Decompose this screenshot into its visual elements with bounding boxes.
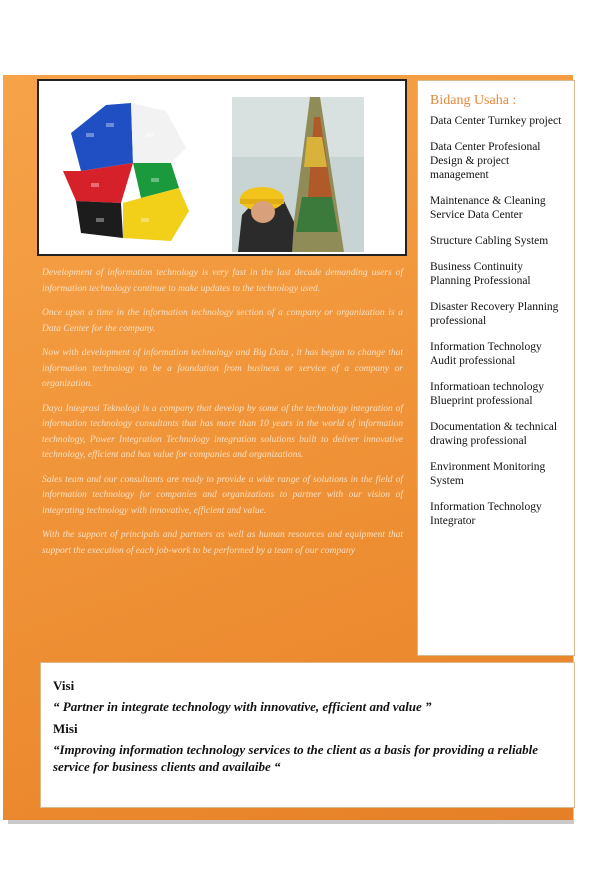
vision-text: “ Partner in integrate technology with innovative, efficient and value ” (53, 699, 432, 714)
business-fields-title: Bidang Usaha : (430, 93, 517, 108)
vision-mission-box (40, 662, 575, 808)
intro-paragraph: Once upon a time in the information technology section of a company or organization is a Data Center for the company. (42, 308, 403, 334)
business-field-item: Structure Cabling System (430, 235, 549, 247)
intro-paragraph: With the support of principals and partners as well as human resources and equipment that support the execution of each job-work to be performed by a team of our company (42, 530, 403, 556)
business-field-item: Information Technology Audit professional (430, 341, 542, 367)
photo-frame (37, 79, 407, 256)
lego-tower-photo (232, 97, 364, 252)
business-field-item: Disaster Recovery Planning professional (430, 301, 559, 327)
business-field-item: Maintenance & Cleaning Service Data Center (430, 195, 546, 221)
mission-heading: Misi (53, 721, 78, 736)
lego-bricks-image (61, 93, 191, 243)
business-fields-panel (417, 80, 575, 656)
business-field-item: Data Center Turnkey project (430, 115, 562, 127)
business-field-item: Documentation & technical drawing professional (430, 421, 558, 447)
business-field-item: Data Center Profesional Design & project management (430, 141, 541, 181)
mission-text: “Improving information technology services to the client as a basis for providing a reliable service for business clients and availaibe “ (53, 742, 538, 774)
intro-text (42, 266, 403, 568)
intro-paragraph: Development of information technology is very fast in the last decade demanding users of information technology continue to make updates to the technology used. (42, 268, 403, 294)
business-field-item: Environment Monitoring System (430, 461, 546, 487)
business-field-item: Informatioan technology Blueprint professional (430, 381, 545, 407)
business-field-item: Information Technology Integrator (430, 501, 542, 527)
intro-paragraph: Sales team and our consultants are ready to provide a wide range of solutions in the field of information technology for companies and organizations to partner with our vision of integrating technology with innovative, efficient and value. (42, 474, 403, 516)
intro-paragraph: Daya Integrasi Teknologi is a company that develop by some of the technology integration of information technology consultants that has more than 10 years in the world of information technology, Power Integration Technology integration solutions built to deliver innovative technology, efficient and has value for companies and organizations. (42, 403, 403, 460)
vision-heading: Visi (53, 678, 75, 693)
business-field-item: Business Continuity Planning Professional (430, 261, 531, 287)
intro-paragraph: Now with development of information technology and Big Data , it has begun to change that information technology to be a foundation from business or service of a company or organization. (42, 348, 403, 389)
